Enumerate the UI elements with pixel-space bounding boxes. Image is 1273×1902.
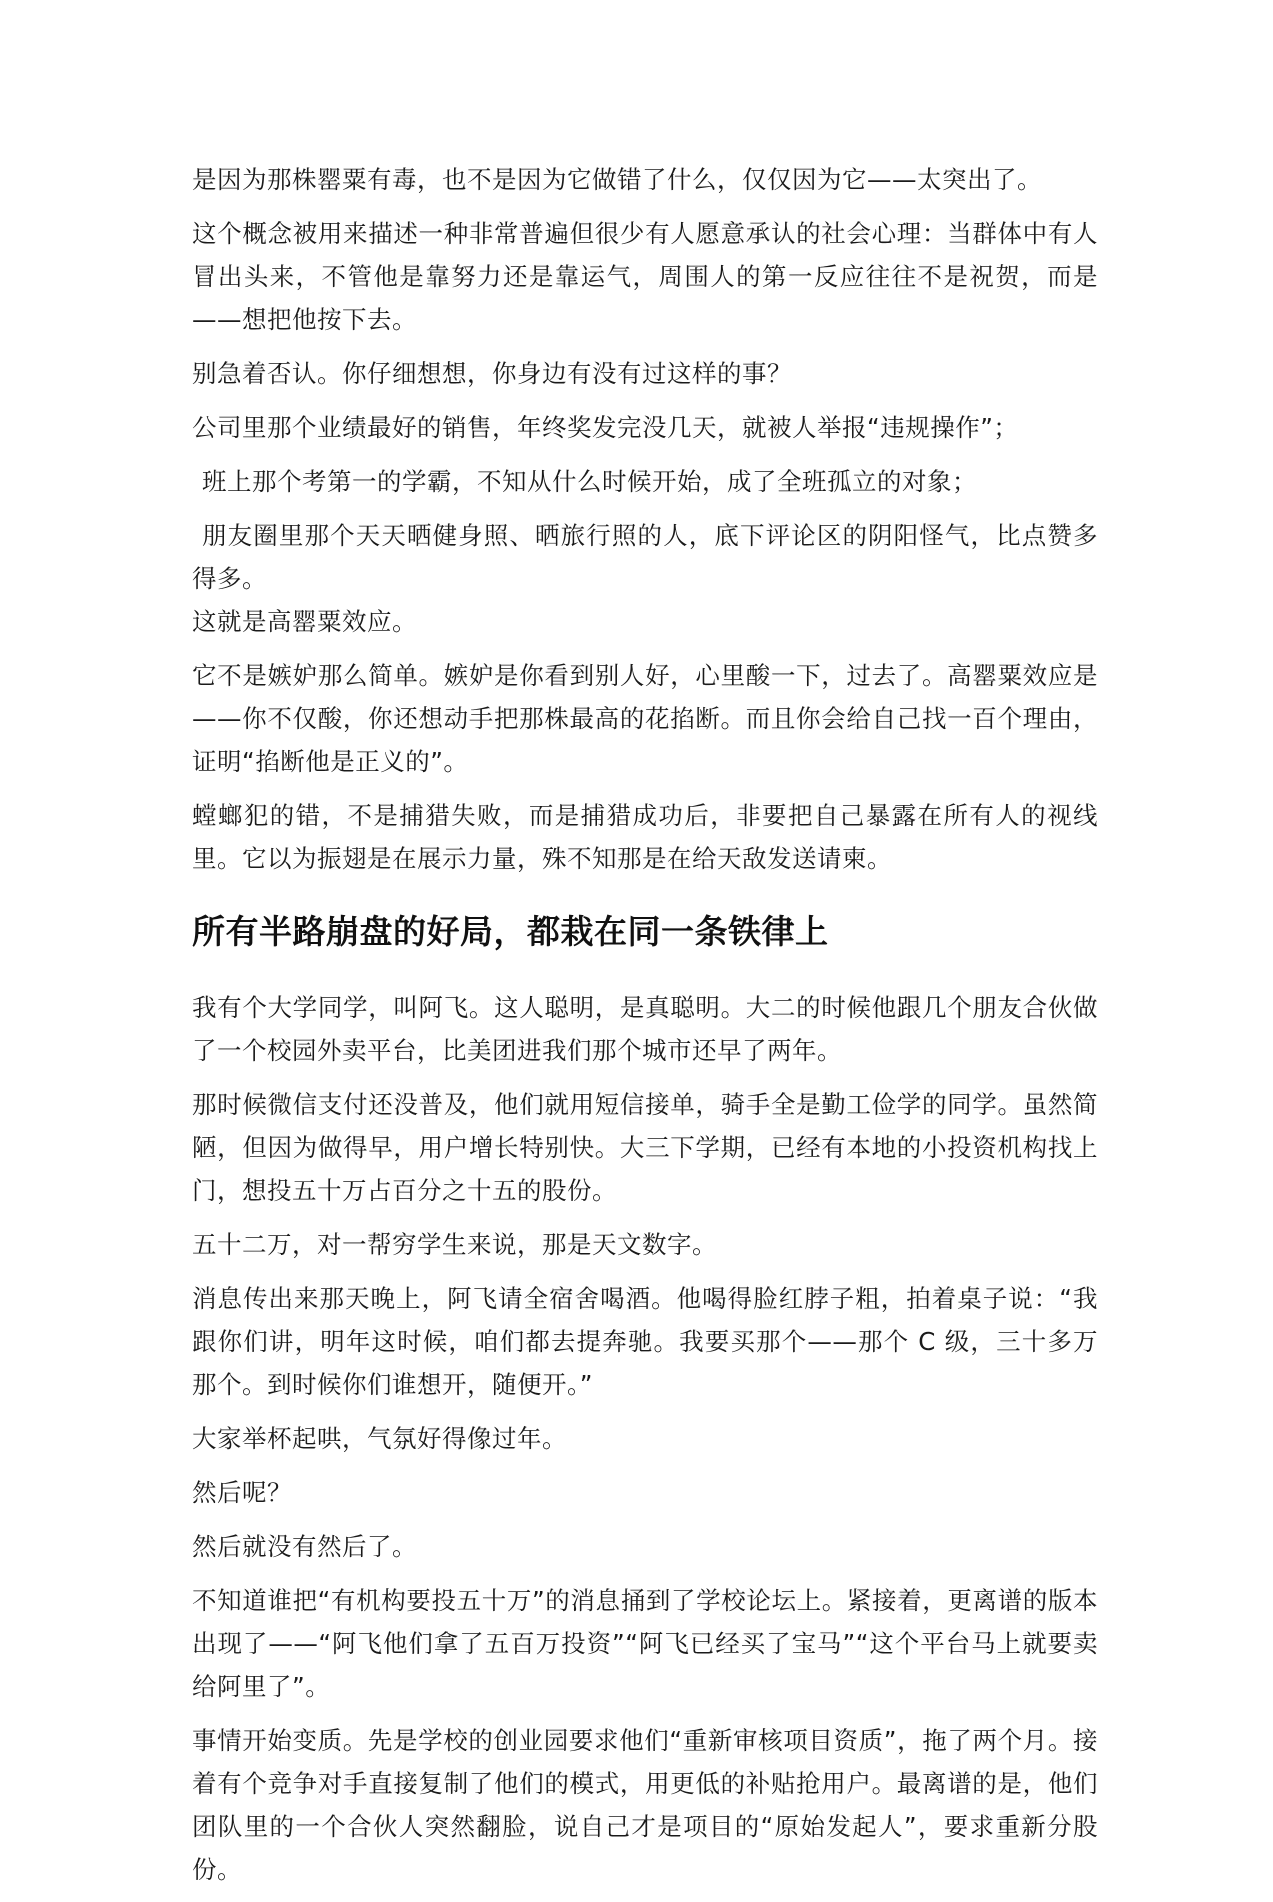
paragraph: 这就是高罂粟效应。 <box>192 607 417 636</box>
paragraph: 这个概念被用来描述一种非常普遍但很少有人愿意承认的社会心理：当群体中有人冒出头来，不管他是靠努力还是靠运气，周围人的第一反应往往不是祝贺，而是——想把他按下去。 <box>192 219 1098 334</box>
paragraph: 大家举杯起哄，气氛好得像过年。 <box>192 1424 567 1453</box>
paragraph: 朋友圈里那个天天晒健身照、晒旅行照的人，底下评论区的阴阳怪气，比点赞多得多。 <box>192 521 1098 593</box>
paragraph: 公司里那个业绩最好的销售，年终奖发完没几天，就被人举报“违规操作”； <box>192 413 1019 442</box>
paragraph: 别急着否认。你仔细想想，你身边有没有过这样的事？ <box>192 359 792 388</box>
paragraph: 我有个大学同学，叫阿飞。这人聪明，是真聪明。大二的时候他跟几个朋友合伙做了一个校园外卖平台，比美团进我们那个城市还早了两年。 <box>192 993 1098 1065</box>
section-heading: 所有半路崩盘的好局，都栽在同一条铁律上 <box>192 912 829 951</box>
paragraph: 事情开始变质。先是学校的创业园要求他们“重新审核项目资质”，拖了两个月。接着有个竞争对手直接复制了他们的模式，用更低的补贴抢用户。最离谱的是，他们团队里的一个合伙人突然翻脸，说自己才是项目的“原始发起人”，要求重新分股份。 <box>192 1726 1098 1884</box>
paragraph: 消息传出来那天晚上，阿飞请全宿舍喝酒。他喝得脸红脖子粗，拍着桌子说：“我跟你们讲，明年这时候，咱们都去提奔驰。我要买那个——那个 C 级，三十多万那个。到时候你们谁想开，随便开。” <box>192 1284 1098 1399</box>
paragraph: 那时候微信支付还没普及，他们就用短信接单，骑手全是勤工俭学的同学。虽然简陋，但因为做得早，用户增长特别快。大三下学期，已经有本地的小投资机构找上门，想投五十万占百分之十五的股份。 <box>192 1090 1098 1205</box>
paragraph: 不知道谁把“有机构要投五十万”的消息捅到了学校论坛上。紧接着，更离谱的版本出现了——“阿飞他们拿了五百万投资”“阿飞已经买了宝马”“这个平台马上就要卖给阿里了”。 <box>192 1586 1098 1701</box>
paragraph: 螳螂犯的错，不是捕猎失败，而是捕猎成功后，非要把自己暴露在所有人的视线里。它以为振翅是在展示力量，殊不知那是在给天敌发送请柬。 <box>192 801 1098 873</box>
document-body <box>192 158 1098 1902</box>
paragraph: 它不是嫉妒那么简单。嫉妒是你看到别人好，心里酸一下，过去了。高罂粟效应是——你不仅酸，你还想动手把那株最高的花掐断。而且你会给自己找一百个理由，证明“掐断他是正义的”。 <box>192 661 1098 776</box>
paragraph: 是因为那株罂粟有毒，也不是因为它做错了什么，仅仅因为它——太突出了。 <box>192 165 1042 194</box>
paragraph: 然后就没有然后了。 <box>192 1532 417 1561</box>
paragraph: 五十二万，对一帮穷学生来说，那是天文数字。 <box>192 1230 717 1259</box>
paragraph: 班上那个考第一的学霸，不知从什么时候开始，成了全班孤立的对象； <box>202 467 977 496</box>
paragraph: 然后呢？ <box>192 1478 292 1507</box>
